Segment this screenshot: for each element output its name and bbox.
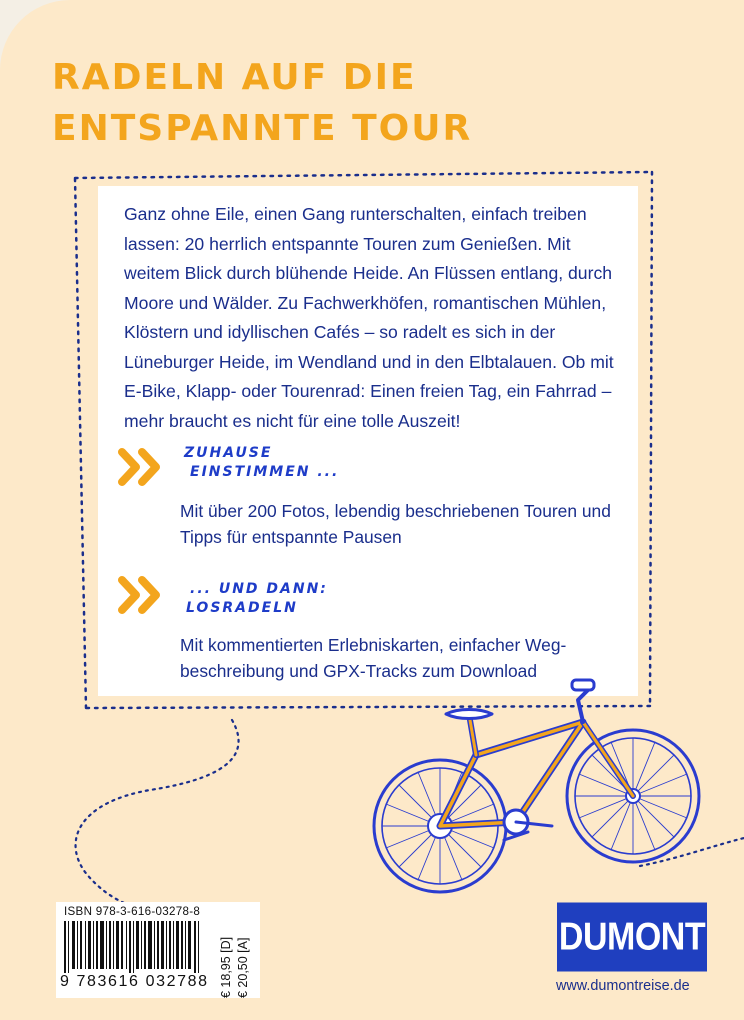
- intro-text: Ganz ohne Eile, einen Gang runterschalten, einfach treiben lassen: 20 herrlich entspannte Touren zum Genießen. Mit weitem Blick durch blühende Heide. An Flüssen entlang, durch Moore und Wälder. Zu Fachwerkhöfen, romantischen Mühlen, Klöstern und idyllischen Cafés – so radelt es sich in der Lüneburger Heide, im Wendland und in den Elbtalauen. Ob mit E-Bike, Klapp- oder Tourenrad: Einen freien Tag, ein Fahrrad – mehr braucht es nicht für eine tolle Auszeit!: [124, 204, 614, 431]
- feature-text: Mit über 200 Fotos, lebendig beschriebenen Touren und Tipps für entspannte Pausen: [180, 501, 611, 547]
- ean-number: 9 783616 032788: [60, 973, 209, 990]
- feature-heading-line-1: ZUHAUSE: [184, 445, 273, 461]
- title-line-1: RADELN AUF DIE: [52, 57, 417, 98]
- price-block: [218, 937, 252, 998]
- price-de: € 18,95 [D]: [219, 936, 233, 998]
- publisher-url[interactable]: www.dumontreise.de: [556, 978, 690, 994]
- feature-text: Mit kommentierten Erlebniskarten, einfacher Weg-beschreibung und GPX-Tracks zum Download: [180, 635, 567, 681]
- title-line-2: ENTSPANNTE TOUR: [52, 108, 473, 149]
- price-at: € 20,50 [A]: [236, 937, 250, 998]
- feature-heading-line-2: LOSRADELN: [186, 600, 298, 616]
- feature-heading-line-1: ... UND DANN:: [190, 581, 328, 597]
- feature-heading-line-2: EINSTIMMEN ...: [190, 464, 340, 480]
- isbn-label: ISBN 978-3-616-03278-8: [64, 905, 201, 918]
- publisher-logo: DUMONT: [557, 903, 707, 972]
